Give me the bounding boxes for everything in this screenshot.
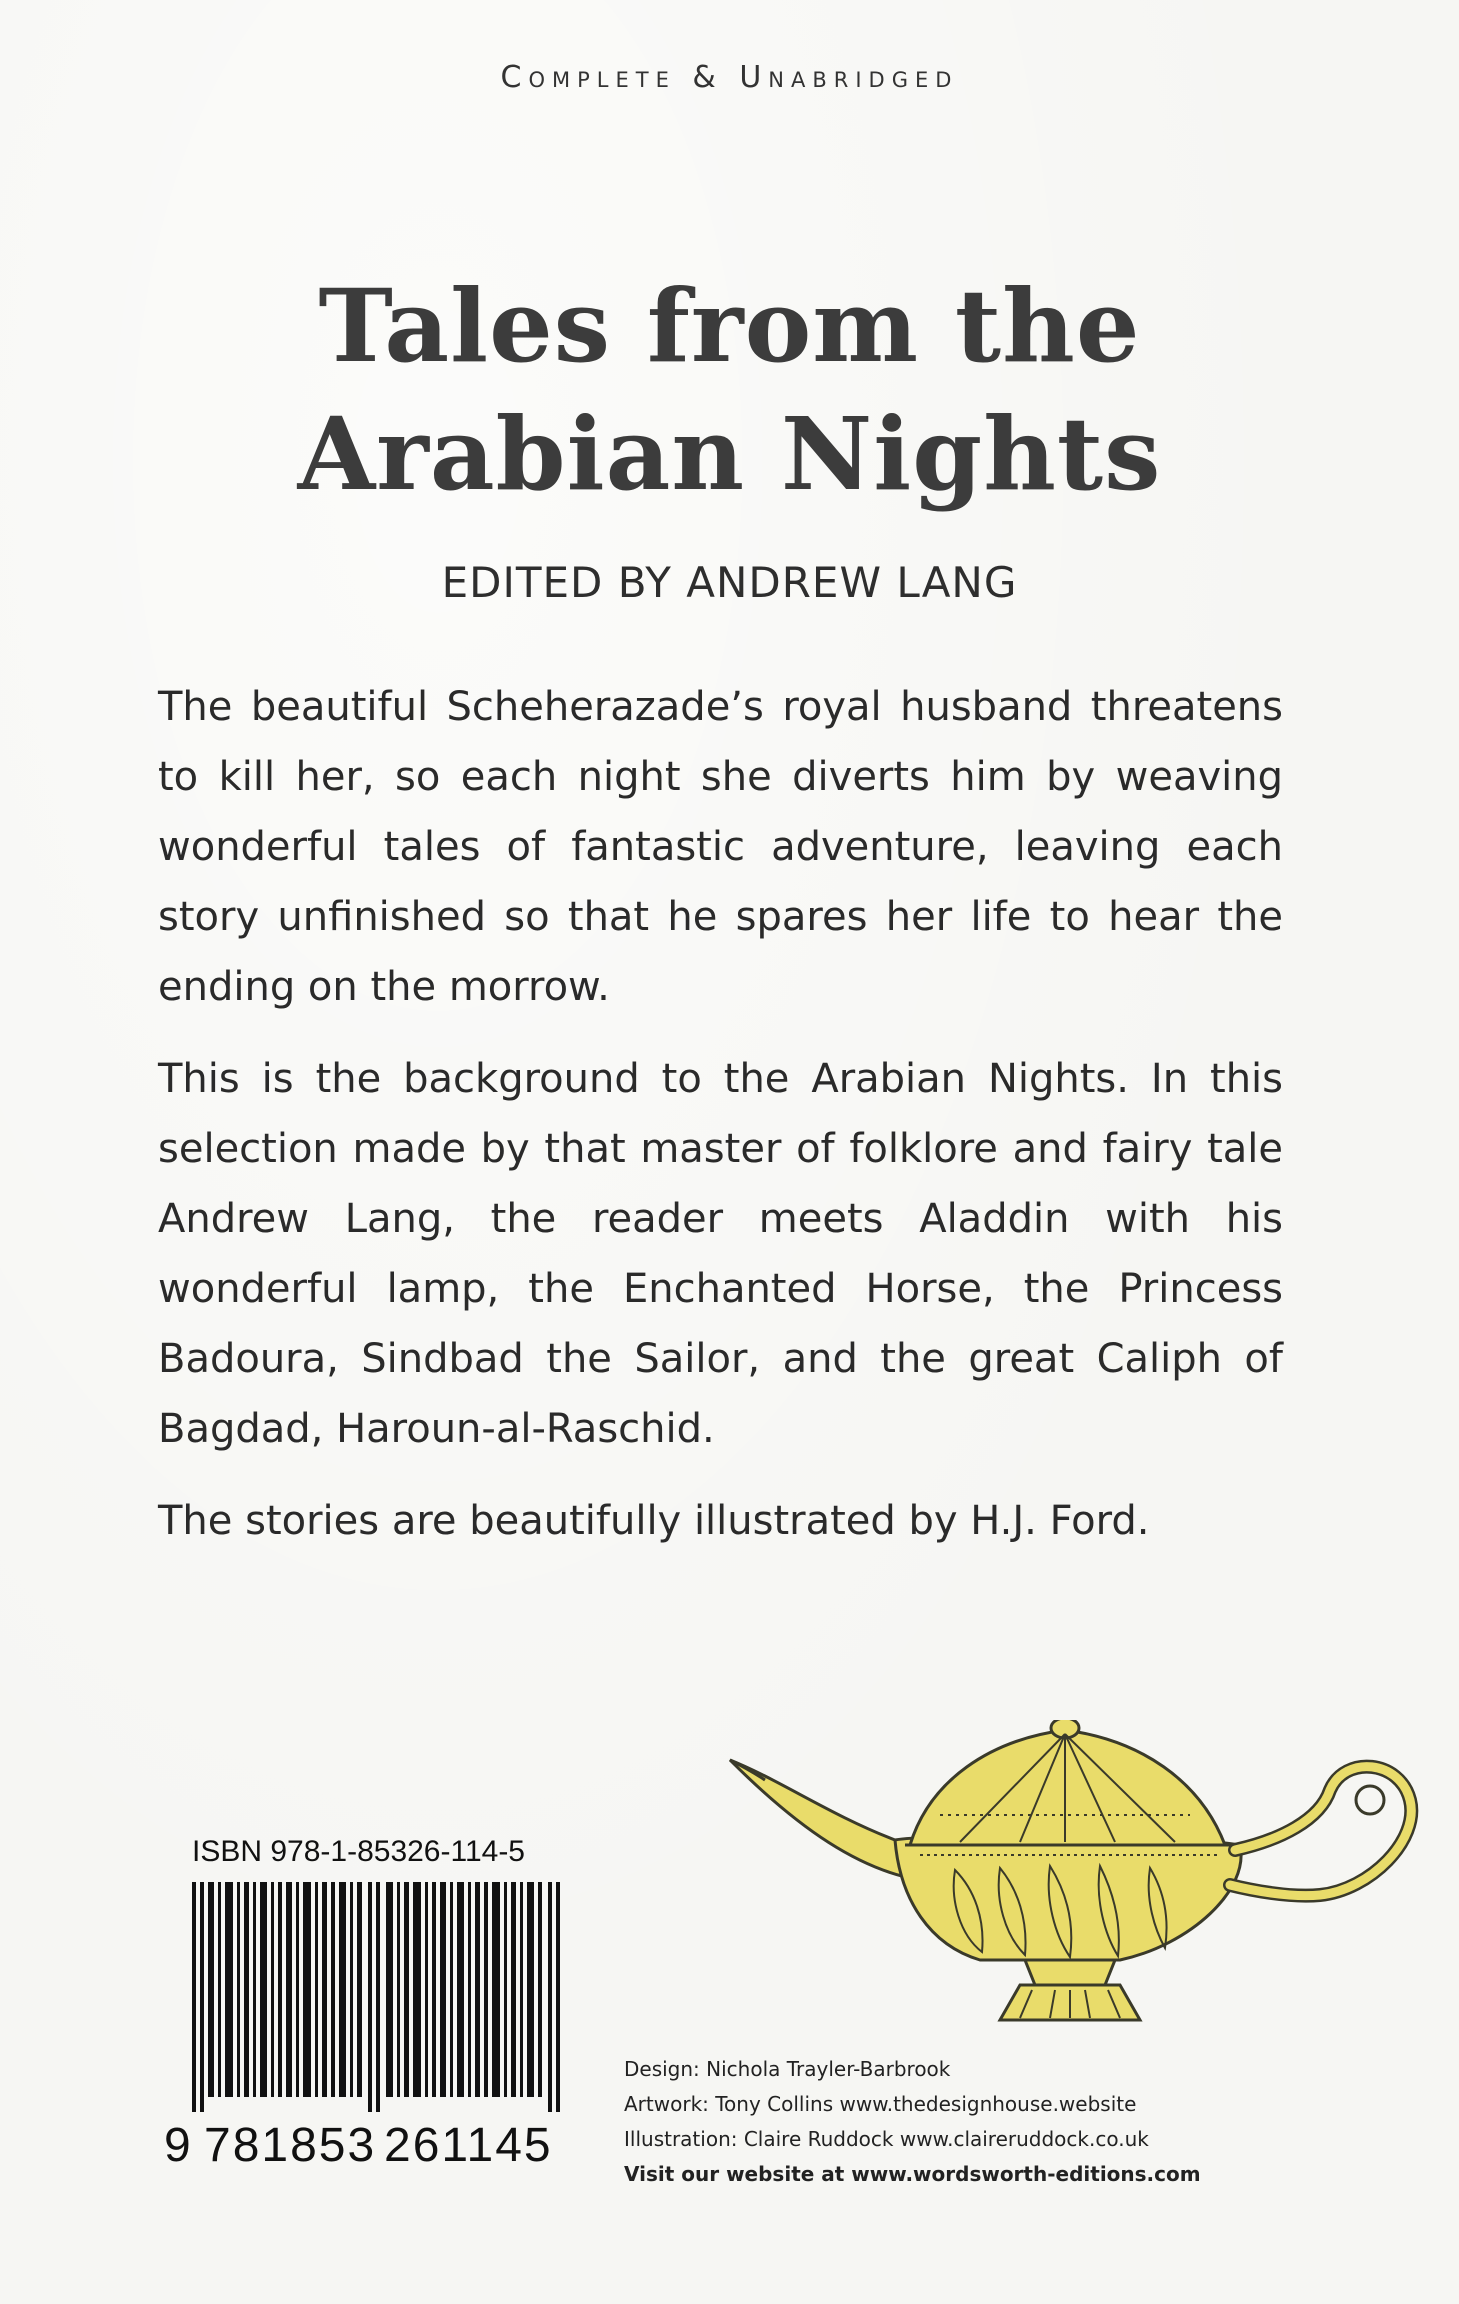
design-credit: Design: Nichola Trayler-Barbrook — [624, 2057, 951, 2081]
blurb-paragraph-1: The beautiful Scheherazade’s royal husband threatens to kill her, so each night she diverts him by weaving wonderful tales of fantastic adventure, leaving each story unfinished so that he spares her life to hear the ending on the morrow. — [158, 684, 1283, 1010]
oil-lamp-icon — [720, 1720, 1420, 2040]
book-title — [0, 262, 1459, 518]
credits — [624, 2052, 1324, 2192]
barcode-lead-digit: 9 — [164, 2119, 193, 2172]
tagline: Complete & Unabridged — [500, 60, 959, 95]
barcode-group-2: 261145 — [384, 2119, 553, 2172]
barcode — [192, 1882, 572, 2112]
blurb — [158, 672, 1283, 1578]
artwork-credit: Artwork: Tony Collins www.thedesignhouse.website — [624, 2092, 1137, 2116]
illustration-credit: Illustration: Claire Ruddock www.claireruddock.co.uk — [624, 2127, 1149, 2151]
title-line-1: Tales from the — [318, 267, 1141, 385]
editor-credit: EDITED BY ANDREW LANG — [441, 558, 1018, 607]
blurb-paragraph-2: This is the background to the Arabian Nights. In this selection made by that master of folklore and fairy tale Andrew Lang, the reader meets Aladdin with his wonderful lamp, the Enchanted Horse, the Princess Badoura, Sindbad the Sailor, and the great Caliph of Bagdad, Haroun-al-Raschid. — [158, 1056, 1283, 1452]
blurb-paragraph-3: The stories are beautifully illustrated by H.J. Ford. — [158, 1498, 1150, 1544]
barcode-group-1: 781853 — [204, 2119, 377, 2172]
isbn-label: ISBN 978-1-85326-114-5 — [192, 1835, 525, 1868]
title-line-2: Arabian Nights — [297, 395, 1162, 513]
website-link: Visit our website at www.wordsworth-editions.com — [624, 2162, 1201, 2186]
